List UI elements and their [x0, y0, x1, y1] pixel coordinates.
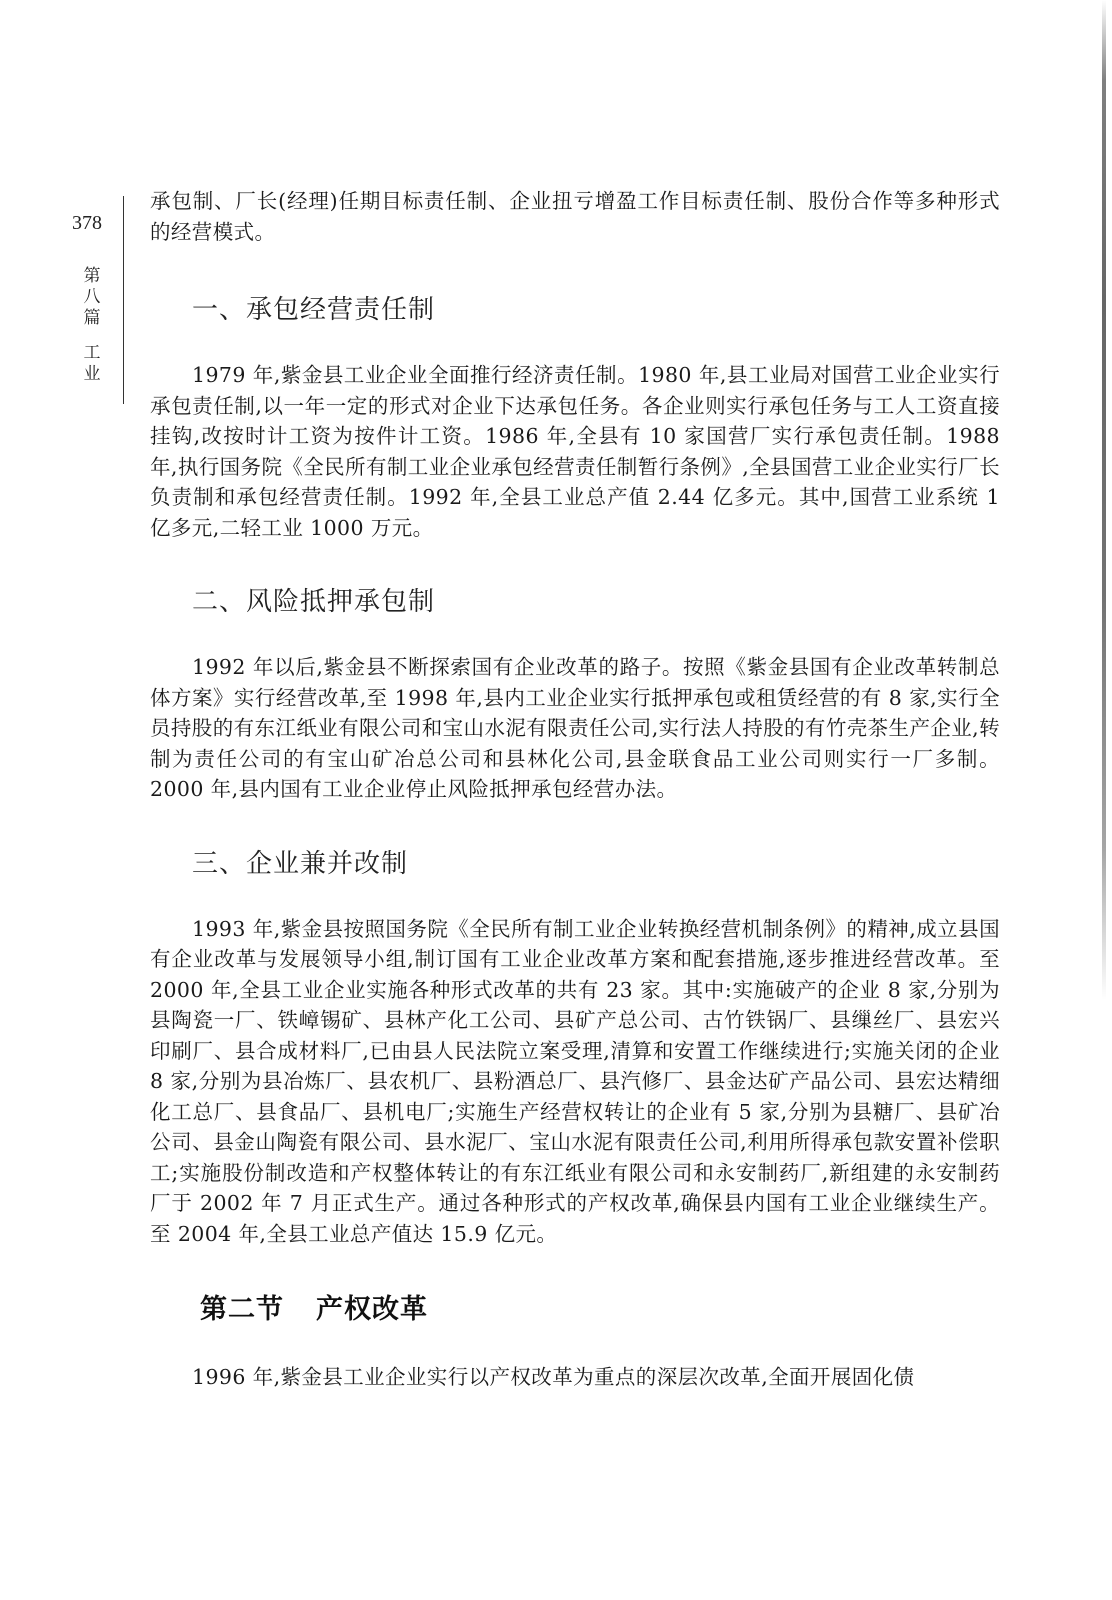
page-content	[150, 186, 1000, 1393]
page-number: 378	[72, 212, 102, 234]
side-label-gap	[81, 329, 103, 343]
section-heading-2: 二、风险抵押承包制	[192, 587, 436, 617]
section-title-text: 产权改革	[316, 1294, 428, 1325]
margin-rule	[123, 196, 124, 404]
section-heading-1: 一、承包经营责任制	[192, 295, 436, 325]
chapter-section-title	[150, 1287, 1000, 1326]
side-label-char: 八	[83, 287, 101, 307]
scan-edge-shadow	[1102, 0, 1106, 1000]
final-paragraph: 1996 年,紫金县工业企业实行以产权改革为重点的深层次改革,全面开展固化债	[192, 1365, 915, 1389]
section-paragraph-3: 1993 年,紫金县按照国务院《全民所有制工业企业转换经营机制条例》的精神,成立县国有企业改革与发展领导小组,制订国有工业企业改革方案和配套措施,逐步推进经营改革。至 2000 年,全县工业企业实施各种形式改革的共有 23 家。其中:实施破产的企业 8 家,分别为县陶瓷一厂、铁嶂锡矿、县林产化工公司、县矿产总公司、古竹铁锅厂、县缫丝厂、县宏兴印刷厂、县合成材料厂,已由县人民法院立案受理,清算和安置工作继续进行;实施关闭的企业 8 家,分别为县冶炼厂、县农机厂、县粉酒总厂、县汽修厂、县金达矿产品公司、县宏达精细化工总厂、县食品厂、县机电厂;实施生产经营权转让的企业有 5 家,分别为县糖厂、县矿冶公司、县金山陶瓷有限公司、县水泥厂、宝山水泥有限责任公司,利用所得承包款安置补偿职工;实施股份制改造和产权整体转让的有东江纸业有限公司和永安制药厂,新组建的永安制药厂于 2002 年 7 月正式生产。通过各种形式的产权改革,确保县内国有工业企业继续生产。至 2004 年,全县工业总产值达 15.9 亿元。	[150, 916, 1000, 1246]
section-title-number: 第二节	[200, 1294, 284, 1325]
section-paragraph-2: 1992 年以后,紫金县不断探索国有企业改革的路子。按照《紫金县国有企业改革转制总体方案》实行经营改革,至 1998 年,县内工业企业实行抵押承包或租赁经营的有 8 家,实行全员持股的有东江纸业有限公司和宝山水泥有限责任公司,实行法人持股的有竹壳茶生产企业,转制为责任公司的有宝山矿冶总公司和县林化公司,县金联食品工业公司则实行一厂多制。2000 年,县内国有工业企业停止风险抵押承包经营办法。	[150, 655, 1000, 801]
section-heading-3: 三、企业兼并改制	[192, 848, 409, 879]
side-label-char: 第	[83, 266, 101, 286]
side-label-char: 业	[83, 364, 101, 384]
side-label-char: 篇	[83, 308, 101, 328]
chapter-side-label	[81, 266, 103, 385]
lead-paragraph: 承包制、厂长(经理)任期目标责任制、企业扭亏增盈工作目标责任制、股份合作等多种形式的经营模式。	[150, 189, 1000, 244]
side-label-char: 工	[83, 343, 101, 363]
section-paragraph-1: 1979 年,紫金县工业企业全面推行经济责任制。1980 年,县工业局对国营工业企业实行承包责任制,以一年一定的形式对企业下达承包任务。各企业则实行承包任务与工人工资直接挂钩,改按时计工资为按件计工资。1986 年,全县有 10 家国营厂实行承包责任制。1988 年,执行国务院《全民所有制工业企业承包经营责任制暂行条例》,全县国营工业企业实行厂长负责制和承包经营责任制。1992 年,全县工业总产值 2.44 亿多元。其中,国营工业系统 1 亿多元,二轻工业 1000 万元。	[150, 363, 1000, 540]
